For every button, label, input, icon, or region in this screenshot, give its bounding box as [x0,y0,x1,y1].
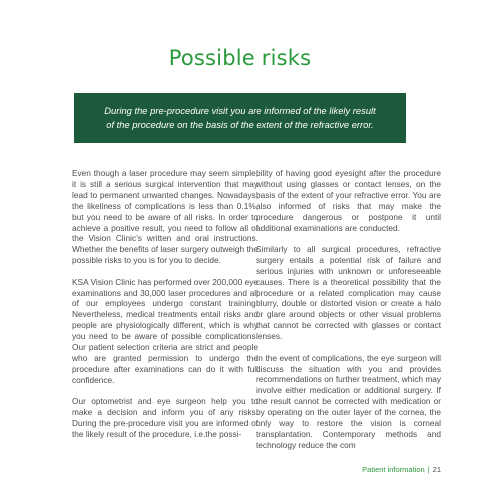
intro-banner [74,93,406,143]
paragraph: In the event of complications, the eye surgeon will discuss the situation with you and provides recommendations on further treatment, which may involve either medication or additional surgery. If the result cannot be corrected with medication or by operating on the outer layer of the cornea, the only way to restore the vision is corneal transplantation. Contemporary methods and technology reduce the com [256,352,441,450]
footer-separator: | [427,465,430,474]
paragraph: Even though a laser procedure may seem simple, it is still a serious surgical intervention that may lead to permanent unwanted changes. Nowadays, the likeliness of complications is less than 0.1%, but you need to be aware of all risks. In order to achieve a positive result, you need to follow all of the Vision Clinic’s written and oral instructions. Whether the benefits of laser surgery outweigh the possible risks to you is for you to decide. [72,168,258,266]
page-title: Possible risks [168,46,312,70]
banner-line-1: During the pre-procedure visit you are informed of the likely result [104,105,376,116]
page-number: 21 [432,465,441,474]
footer-section-label: Patient information [362,465,425,474]
page-footer [300,465,441,474]
left-column [72,168,258,450]
right-column [256,168,441,461]
paragraph: KSA Vision Clinic has performed over 200,000 eye examinations and 30,000 laser procedures and all of our employees undergo constant training. Nevertheless, medical treatments entail risks and people are physiologically different, which is why you need to be aware of possible complications. Our patient selection criteria are strict and people who are granted permission to undergo the procedure after examinations can do it with full confidence. [72,276,258,385]
banner-line-2: of the procedure on the basis of the extent of the refractive error. [106,119,374,130]
paragraph: Similarly to all surgical procedures, refractive surgery entails a potential risk of failure and serious injuries with unknown or unforeseeable causes. There is a theoretical possibility that the procedure or a related complication may cause blurry, double or distorted vision or create a halo or glare around objects or other visual problems that cannot be corrected with glasses or contact lenses. [256,243,441,342]
paragraph: Our optometrist and eye surgeon help you to make a decision and inform you of any risks. During the pre-procedure visit you are informed of the likely result of the procedure, i.e.the possi- [72,396,258,439]
paragraph: bility of having good eyesight after the procedure without using glasses or contact lenses, on the basis of the extent of your refractive error. You are also informed of risks that may make the procedure dangerous or postpone it until additional examinations are conducted. [256,168,441,233]
